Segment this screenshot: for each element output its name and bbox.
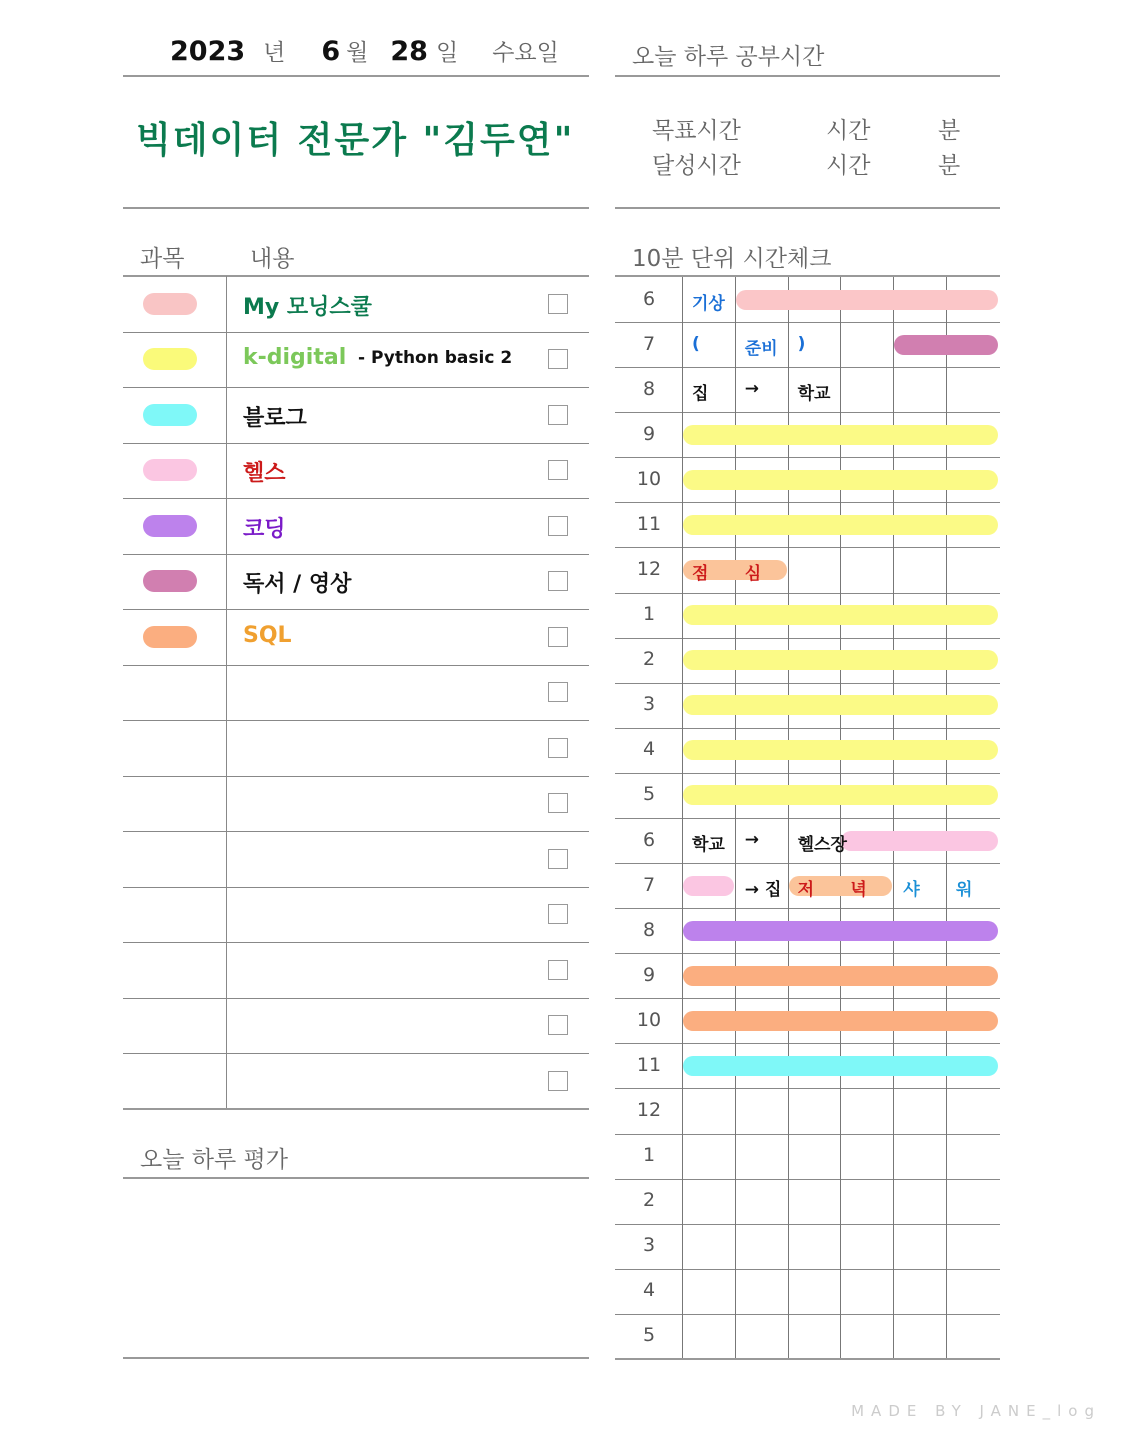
date-day: 28 [390, 36, 428, 67]
hour-row-divider [615, 1224, 1000, 1225]
time-block-highlight [894, 335, 998, 355]
subject-color-marker [143, 570, 197, 592]
date-weekday: 수요일 [492, 40, 559, 66]
hour-row-divider [615, 1314, 1000, 1315]
subject-checkbox[interactable] [548, 960, 568, 980]
hour-row-divider [615, 1088, 1000, 1089]
time-block-highlight [683, 876, 734, 896]
time-block-label: ( [692, 333, 700, 354]
time-block-label: → 집 [744, 879, 782, 900]
subject-checkbox[interactable] [548, 460, 568, 480]
time-block-highlight [683, 740, 998, 760]
hour-label: 2 [642, 648, 656, 671]
time-block-label: 워 [956, 879, 973, 900]
hour-label: 8 [642, 377, 656, 400]
time-block-highlight [683, 695, 998, 715]
timecheck-title: 10분 단위 시간체크 [632, 246, 832, 272]
ten-minute-column-divider [682, 277, 683, 1359]
hour-row-divider [615, 1134, 1000, 1135]
date-year-unit: 년 [263, 40, 286, 66]
hour-row-divider [615, 728, 1000, 729]
time-block-label: 기상 [692, 293, 725, 314]
subject-content-extra: - Python basic 2 [358, 348, 513, 369]
subject-row [123, 387, 589, 443]
hour-label: 11 [636, 512, 662, 535]
time-block-label: 준비 [744, 338, 778, 359]
subject-row [123, 831, 589, 887]
hour-label: 3 [642, 693, 656, 716]
time-block-highlight [683, 1056, 998, 1076]
time-block-label: → [744, 378, 760, 399]
subject-row [123, 720, 589, 776]
time-block-label: 학교 [797, 383, 831, 404]
subject-row [123, 998, 589, 1054]
subjects-bottom-divider [123, 1108, 589, 1110]
time-block-label: 집 [692, 383, 709, 404]
review-bottom-divider [123, 1357, 589, 1359]
date-header [170, 34, 559, 68]
subject-row [123, 276, 589, 332]
time-block-highlight [683, 470, 998, 490]
subject-checkbox[interactable] [548, 682, 568, 702]
hour-label: 2 [642, 1189, 656, 1212]
subject-row [123, 443, 589, 499]
hour-label: 12 [636, 1098, 662, 1121]
goal-text: 빅데이터 전문가 "김두연" [136, 120, 575, 161]
time-block-highlight [841, 831, 997, 851]
achieved-time-label: 달성시간 [652, 153, 741, 179]
time-block-label: 점 [692, 564, 709, 585]
date-month-unit: 월 [346, 40, 369, 66]
timecheck-bottom-divider [615, 1358, 1000, 1360]
hour-row-divider [615, 593, 1000, 594]
hour-label: 9 [642, 422, 656, 445]
subject-checkbox[interactable] [548, 1015, 568, 1035]
hour-row-divider [615, 863, 1000, 864]
subject-content: My 모닝스쿨 [243, 294, 372, 320]
time-block-label: 심 [744, 564, 762, 585]
subject-row [123, 665, 589, 721]
header-divider-right [615, 75, 1000, 77]
col-content-header: 내용 [250, 246, 295, 272]
subject-checkbox[interactable] [548, 516, 568, 536]
hour-label: 6 [642, 828, 656, 851]
subject-color-marker [143, 515, 197, 537]
subject-checkbox[interactable] [548, 294, 568, 314]
time-block-label: 녁 [850, 879, 867, 900]
time-block-label: → [744, 829, 760, 850]
hour-label: 6 [642, 287, 656, 310]
target-time-label: 목표시간 [652, 118, 741, 144]
subject-checkbox[interactable] [548, 738, 568, 758]
subject-content: 블로그 [243, 405, 307, 431]
review-title: 오늘 하루 평가 [140, 1147, 288, 1173]
subject-row [123, 332, 589, 388]
time-block-label: 헬스장 [797, 834, 847, 855]
hour-row-divider [615, 953, 1000, 954]
hour-label: 11 [636, 1053, 662, 1076]
target-minute-unit: 분 [938, 118, 961, 144]
subjects-column-divider [226, 276, 227, 1109]
time-block-label: 저 [797, 879, 815, 900]
study-time-divider [615, 207, 1000, 209]
date-day-unit: 일 [435, 40, 459, 66]
hour-row-divider [615, 773, 1000, 774]
subject-checkbox[interactable] [548, 627, 568, 647]
hour-label: 1 [642, 1144, 656, 1167]
time-block-highlight [683, 515, 998, 535]
col-subject-header: 과목 [140, 246, 185, 272]
time-block-highlight [683, 1011, 998, 1031]
subject-content: 독서 / 영상 [243, 572, 352, 598]
subject-checkbox[interactable] [548, 571, 568, 591]
hour-row-divider [615, 1269, 1000, 1270]
hour-row-divider [615, 457, 1000, 458]
subject-content: SQL [243, 622, 292, 648]
subject-content: k-digital [243, 345, 347, 371]
hour-row-divider [615, 322, 1000, 323]
subject-content: 헬스 [243, 461, 286, 487]
study-time-title: 오늘 하루 공부시간 [632, 44, 825, 70]
subject-row [123, 554, 589, 610]
subject-color-marker [143, 459, 197, 481]
subject-row [123, 776, 589, 832]
subject-content: 코딩 [243, 516, 286, 542]
subject-checkbox[interactable] [548, 349, 568, 369]
date-year: 2023 [170, 36, 246, 67]
date-month: 6 [321, 36, 341, 67]
subject-row [123, 942, 589, 998]
hour-label: 5 [642, 1324, 656, 1347]
achieved-hour-unit: 시간 [826, 153, 871, 179]
subject-row [123, 498, 589, 554]
hour-label: 10 [636, 1008, 662, 1031]
time-block-label: 학교 [692, 834, 725, 855]
subject-color-marker [143, 626, 197, 648]
time-block-highlight [683, 966, 998, 986]
footer-credit: MADE BY JANE_log [851, 1402, 1101, 1420]
subject-row [123, 887, 589, 943]
time-block-highlight [683, 650, 998, 670]
subject-color-marker [143, 348, 197, 370]
hour-label: 3 [642, 1234, 656, 1257]
hour-row-divider [615, 638, 1000, 639]
goal-divider [123, 207, 589, 209]
time-block-highlight [683, 921, 998, 941]
hour-row-divider [615, 502, 1000, 503]
hour-row-divider [615, 908, 1000, 909]
subject-checkbox[interactable] [548, 405, 568, 425]
time-block-highlight [683, 785, 998, 805]
hour-label: 12 [636, 558, 662, 581]
hour-label: 1 [642, 603, 656, 626]
hour-row-divider [615, 547, 1000, 548]
time-block-highlight [736, 290, 998, 310]
hour-row-divider [615, 367, 1000, 368]
achieved-minute-unit: 분 [938, 153, 961, 179]
hour-label: 8 [642, 918, 656, 941]
hour-row-divider [615, 998, 1000, 999]
subject-color-marker [143, 404, 197, 426]
target-hour-unit: 시간 [826, 118, 871, 144]
hour-label: 5 [642, 783, 656, 806]
header-divider-left [123, 75, 589, 77]
subject-checkbox[interactable] [548, 793, 568, 813]
subject-checkbox[interactable] [548, 849, 568, 869]
hour-row-divider [615, 683, 1000, 684]
timecheck-header-divider [615, 275, 1000, 277]
subject-color-marker [143, 293, 197, 315]
subject-checkbox[interactable] [548, 904, 568, 924]
hour-row-divider [615, 818, 1000, 819]
time-block-highlight [683, 605, 998, 625]
hour-label: 9 [642, 963, 656, 986]
hour-label: 7 [642, 873, 656, 896]
hour-row-divider [615, 412, 1000, 413]
time-block-label: 샤 [903, 879, 920, 900]
hour-row-divider [615, 1179, 1000, 1180]
hour-label: 4 [642, 1279, 656, 1302]
subject-row [123, 609, 589, 665]
time-block-label: ) [797, 333, 806, 354]
hour-row-divider [615, 1043, 1000, 1044]
subject-row [123, 1053, 589, 1109]
review-area[interactable] [123, 1179, 589, 1357]
subject-checkbox[interactable] [548, 1071, 568, 1091]
hour-label: 10 [636, 467, 662, 490]
hour-label: 4 [642, 738, 656, 761]
hour-label: 7 [642, 332, 656, 355]
time-block-highlight [683, 425, 998, 445]
